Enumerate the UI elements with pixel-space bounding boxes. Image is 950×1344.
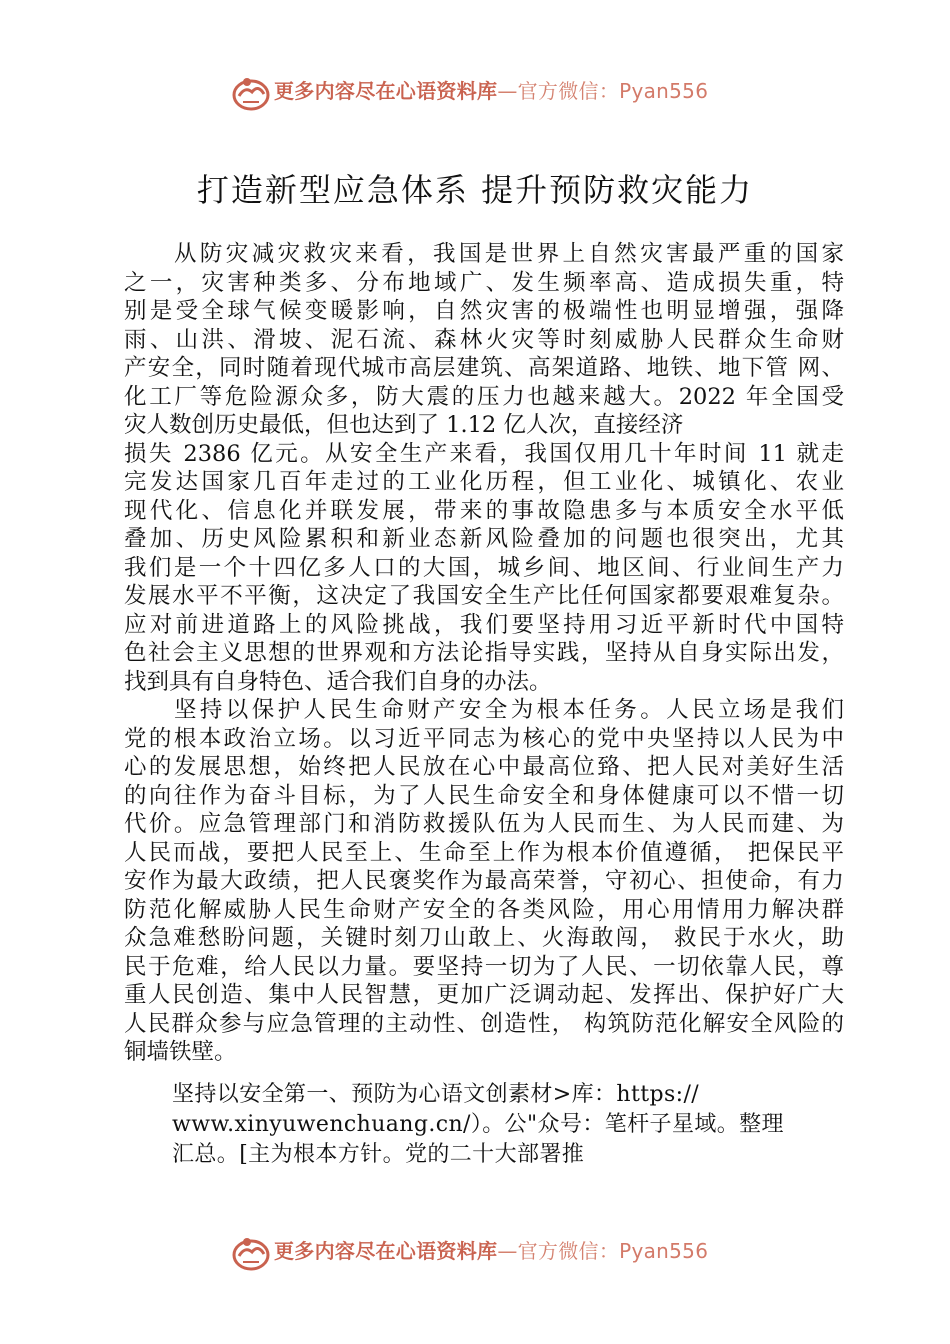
banner-contact-label: 官方微信： [517, 79, 620, 103]
banner-contact-id: Pyan556 [619, 79, 709, 103]
text-line: 汇总。[主为根本方针。党的二十大部署推 [172, 1142, 585, 1167]
text-line: 完发达国家几百年走过的工业化历程，但工业化、城镇化、农业 [124, 469, 844, 495]
paragraph-2 [124, 696, 844, 1067]
text-line: 人民群众参与应急管理的主动性、创造性， 构筑防范化解安全风险的 [124, 1010, 844, 1037]
text-line: 防范化解威胁人民生命财产安全的各类风险，用心用情用力解决群 [124, 896, 844, 923]
text-line: 之一，灾害种类多、分布地域广、发生频率高、造成损失重，特 [124, 269, 844, 296]
text-line: 代价。应急管理部门和消防救援队伍为人民而生、为人民而建、为 [124, 811, 844, 837]
text-line: www.xinyuwenchuang.cn/）。公"众号：笔杆子星域。整理 [172, 1112, 784, 1137]
book-logo-icon [231, 1234, 271, 1272]
text-line: 从防灾减灾救灾来看，我国是世界上自然灾害最严重的国家 [174, 241, 844, 267]
paragraph-3 [172, 1080, 832, 1170]
text-line: 坚持以保护人民生命财产安全为根本任务。人民立场是我们 [174, 697, 844, 723]
text-line: 众急难愁盼问题，关键时刻刀山敢上、火海敢闯， 救民于水火，助 [124, 925, 844, 951]
text-line: 色社会主义思想的世界观和方法论指导实践，坚持从自身实际出发， [124, 640, 844, 666]
document-title: 打造新型应急体系 提升预防救灾能力 [196, 171, 754, 209]
text-line: 我们是一个十四亿多人口的大国，城乡间、地区间、行业间生产力 [124, 554, 844, 581]
banner-main-text: 更多内容尽在心语资料库 [274, 1239, 498, 1263]
text-line: 铜墙铁壁。 [124, 1039, 237, 1065]
footer-banner [0, 1232, 950, 1272]
paragraph-1 [124, 240, 844, 696]
text-line: 发展水平不平衡，这决定了我国安全生产比任何国家都要艰难复杂。 [124, 583, 844, 609]
banner-main-text: 更多内容尽在心语资料库 [274, 79, 498, 103]
banner-separator: — [497, 79, 518, 103]
text-line: 损失 2386 亿元。从安全生产来看，我国仅用几十年时间 11 就走 [124, 440, 844, 467]
text-line: 党的根本政治立场。以习近平同志为核心的党中央坚持以人民为中 [124, 725, 844, 752]
text-line: 的向往作为奋斗目标，为了人民生命安全和身体健康可以不惜一切 [124, 782, 844, 809]
text-line: 重人民创造、集中人民智慧，更加广泛调动起、发挥出、保护好广大 [124, 982, 844, 1008]
text-line: 现代化、信息化并联发展，带来的事故隐患多与本质安全水平低 [124, 497, 844, 524]
banner-contact-id: Pyan556 [619, 1239, 709, 1263]
text-line: 心的发展思想，始终把人民放在心中最高位臵、把人民对美好生活 [124, 754, 844, 780]
text-line: 坚持以安全第一、预防为心语文创素材>库：https:// [172, 1082, 700, 1107]
text-line: 灾人数创历史最低，但也达到了 1.12 亿人次，直接经济 [124, 412, 684, 438]
text-line: 雨、山洪、滑坡、泥石流、森林火灾等时刻威胁人民群众生命财 [124, 326, 844, 353]
document-body [124, 240, 844, 1067]
text-line: 找到具有自身特色、适合我们自身的办法。 [124, 668, 552, 695]
text-line: 安作为最大政绩，把人民褒奖作为最高荣誉，守初心、担使命，有力 [124, 868, 844, 894]
text-line: 别是受全球气候变暖影响，自然灾害的极端性也明显增强，强降 [124, 298, 844, 324]
text-line: 化工厂等危险源众多，防大震的压力也越来越大。2022 年全国受 [124, 383, 844, 410]
book-logo-icon [231, 74, 271, 112]
banner-separator: — [497, 1239, 518, 1263]
header-banner [0, 72, 950, 112]
text-line: 人民而战，要把人民至上、生命至上作为根本价值遵循， 把保民平 [124, 839, 844, 866]
text-line: 民于危难，给人民以力量。要坚持一切为了人民、一切依靠人民，尊 [124, 953, 844, 980]
text-line: 应对前进道路上的风险挑战，我们要坚持用习近平新时代中国特 [124, 611, 844, 638]
banner-text [274, 78, 708, 104]
banner-text [274, 1238, 708, 1264]
text-line: 产安全，同时随着现代城市高层建筑、高架道路、地铁、地下管 网、 [124, 355, 844, 381]
banner-contact-label: 官方微信： [517, 1239, 620, 1263]
text-line: 叠加、历史风险累积和新业态新风险叠加的问题也很突出，尤其 [124, 526, 844, 552]
